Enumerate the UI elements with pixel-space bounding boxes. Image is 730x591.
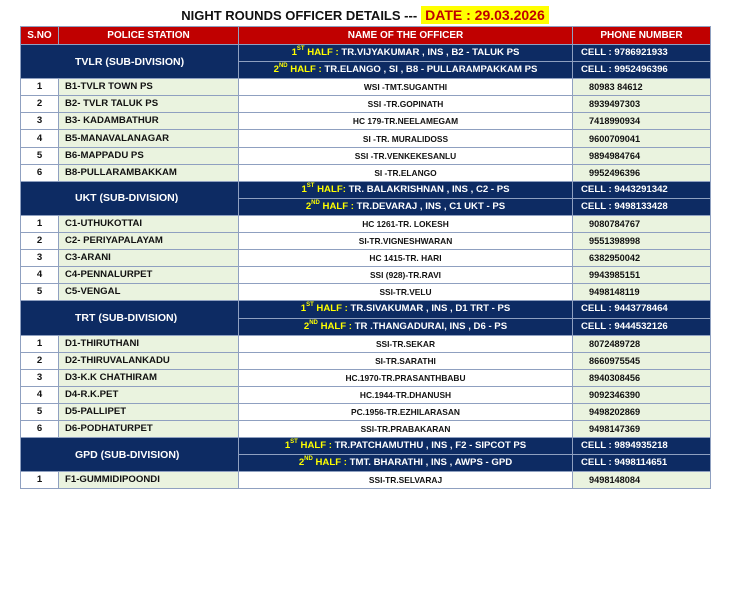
subdivision-name: UKT (SUB-DIVISION) bbox=[21, 181, 239, 215]
row-phone: 9600709041 bbox=[573, 130, 711, 147]
row-officer: SSI-TR.SEKAR bbox=[239, 335, 573, 352]
first-half-phone: CELL : 9786921933 bbox=[573, 45, 711, 62]
row-sno: 3 bbox=[21, 250, 59, 267]
row-sno: 3 bbox=[21, 113, 59, 130]
table-row bbox=[21, 403, 711, 420]
second-half-officer: 2ND HALF : TR.DEVARAJ , INS , C1 UKT - PS bbox=[239, 198, 573, 215]
row-sno: 4 bbox=[21, 130, 59, 147]
row-phone: 9952496396 bbox=[573, 164, 711, 181]
row-sno: 3 bbox=[21, 369, 59, 386]
row-officer: SSI -TR.GOPINATH bbox=[239, 96, 573, 113]
row-officer: SSI-TR.SELVARAJ bbox=[239, 472, 573, 489]
row-phone: 9092346390 bbox=[573, 386, 711, 403]
row-police-station: F1-GUMMIDIPOONDI bbox=[59, 472, 239, 489]
row-sno: 6 bbox=[21, 421, 59, 438]
second-half-officer: 2ND HALF : TR.ELANGO , SI , B8 - PULLARAMPAKKAM PS bbox=[239, 62, 573, 79]
row-officer: SI -TR. MURALIDOSS bbox=[239, 130, 573, 147]
header-phone: PHONE NUMBER bbox=[573, 27, 711, 45]
row-police-station: C5-VENGAL bbox=[59, 284, 239, 301]
row-sno: 1 bbox=[21, 215, 59, 232]
first-half-phone: CELL : 9443291342 bbox=[573, 181, 711, 198]
subdivision-name: TVLR (SUB-DIVISION) bbox=[21, 45, 239, 79]
table-row bbox=[21, 79, 711, 96]
row-police-station: B1-TVLR TOWN PS bbox=[59, 79, 239, 96]
row-phone: 9551398998 bbox=[573, 233, 711, 250]
row-police-station: C1-UTHUKOTTAI bbox=[59, 215, 239, 232]
table-row bbox=[21, 130, 711, 147]
row-sno: 2 bbox=[21, 352, 59, 369]
subdivision-name: GPD (SUB-DIVISION) bbox=[21, 438, 239, 472]
table-row bbox=[21, 421, 711, 438]
table-row bbox=[21, 113, 711, 130]
row-phone: 9498202869 bbox=[573, 403, 711, 420]
table-row bbox=[21, 147, 711, 164]
row-police-station: B3- KADAMBATHUR bbox=[59, 113, 239, 130]
date-highlight: DATE : 29.03.2026 bbox=[421, 6, 549, 24]
title-text: NIGHT ROUNDS OFFICER DETAILS --- bbox=[181, 7, 418, 23]
row-sno: 1 bbox=[21, 335, 59, 352]
row-phone: 9498147369 bbox=[573, 421, 711, 438]
subdivision-row bbox=[21, 181, 711, 198]
table-row bbox=[21, 164, 711, 181]
row-officer: SI-TR.SARATHI bbox=[239, 352, 573, 369]
row-phone: 9080784767 bbox=[573, 215, 711, 232]
row-sno: 5 bbox=[21, 403, 59, 420]
subdivision-row bbox=[21, 301, 711, 318]
table-row bbox=[21, 352, 711, 369]
first-half-officer: 1ST HALF : TR.SIVAKUMAR , INS , D1 TRT - PS bbox=[239, 301, 573, 318]
row-phone: 7418990934 bbox=[573, 113, 711, 130]
row-police-station: B8-PULLARAMBAKKAM bbox=[59, 164, 239, 181]
table-row bbox=[21, 96, 711, 113]
table-row bbox=[21, 335, 711, 352]
subdivision-row bbox=[21, 438, 711, 455]
row-police-station: D1-THIRUTHANI bbox=[59, 335, 239, 352]
row-officer: HC 1261-TR. LOKESH bbox=[239, 215, 573, 232]
row-sno: 5 bbox=[21, 284, 59, 301]
row-sno: 2 bbox=[21, 96, 59, 113]
row-phone: 6382950042 bbox=[573, 250, 711, 267]
table-row bbox=[21, 369, 711, 386]
table-row bbox=[21, 233, 711, 250]
row-police-station: D2-THIRUVALANKADU bbox=[59, 352, 239, 369]
row-sno: 6 bbox=[21, 164, 59, 181]
table-row bbox=[21, 472, 711, 489]
second-half-phone: CELL : 9444532126 bbox=[573, 318, 711, 335]
row-officer: SI -TR.ELANGO bbox=[239, 164, 573, 181]
row-phone: 9943985151 bbox=[573, 267, 711, 284]
row-officer: HC 1415-TR. HARI bbox=[239, 250, 573, 267]
header-police-station: POLICE STATION bbox=[59, 27, 239, 45]
row-officer: SSI -TR.VENKEKESANLU bbox=[239, 147, 573, 164]
row-officer: PC.1956-TR.EZHILARASAN bbox=[239, 403, 573, 420]
row-officer: SSI (928)-TR.RAVI bbox=[239, 267, 573, 284]
row-phone: 9498148084 bbox=[573, 472, 711, 489]
row-police-station: B5-MANAVALANAGAR bbox=[59, 130, 239, 147]
row-phone: 8939497303 bbox=[573, 96, 711, 113]
row-phone: 8660975545 bbox=[573, 352, 711, 369]
row-phone: 9498148119 bbox=[573, 284, 711, 301]
first-half-officer: 1ST HALF: TR. BALAKRISHNAN , INS , C2 - PS bbox=[239, 181, 573, 198]
first-half-officer: 1ST HALF : TR.VIJYAKUMAR , INS , B2 - TALUK PS bbox=[239, 45, 573, 62]
table-row bbox=[21, 215, 711, 232]
row-sno: 4 bbox=[21, 386, 59, 403]
row-officer: WSI -TMT.SUGANTHI bbox=[239, 79, 573, 96]
first-half-phone: CELL : 9894935218 bbox=[573, 438, 711, 455]
row-sno: 1 bbox=[21, 472, 59, 489]
row-police-station: D3-K.K CHATHIRAM bbox=[59, 369, 239, 386]
second-half-phone: CELL : 9498133428 bbox=[573, 198, 711, 215]
second-half-officer: 2ND HALF : TR .THANGADURAI, INS , D6 - PS bbox=[239, 318, 573, 335]
row-officer: HC 179-TR.NEELAMEGAM bbox=[239, 113, 573, 130]
first-half-phone: CELL : 9443778464 bbox=[573, 301, 711, 318]
table-row bbox=[21, 284, 711, 301]
row-officer: SSI-TR.VELU bbox=[239, 284, 573, 301]
row-phone: 80983 84612 bbox=[573, 79, 711, 96]
row-police-station: C2- PERIYAPALAYAM bbox=[59, 233, 239, 250]
second-half-officer: 2ND HALF : TMT. BHARATHI , INS , AWPS - GPD bbox=[239, 455, 573, 472]
row-police-station: D6-PODHATURPET bbox=[59, 421, 239, 438]
row-sno: 5 bbox=[21, 147, 59, 164]
row-police-station: D5-PALLIPET bbox=[59, 403, 239, 420]
row-sno: 2 bbox=[21, 233, 59, 250]
table-row bbox=[21, 386, 711, 403]
first-half-officer: 1ST HALF : TR.PATCHAMUTHU , INS , F2 - SIPCOT PS bbox=[239, 438, 573, 455]
row-officer: SSI-TR.PRABAKARAN bbox=[239, 421, 573, 438]
row-police-station: B2- TVLR TALUK PS bbox=[59, 96, 239, 113]
row-police-station: B6-MAPPADU PS bbox=[59, 147, 239, 164]
row-officer: HC.1944-TR.DHANUSH bbox=[239, 386, 573, 403]
row-phone: 8940308456 bbox=[573, 369, 711, 386]
row-police-station: D4-R.K.PET bbox=[59, 386, 239, 403]
header-sno: S.NO bbox=[21, 27, 59, 45]
table-row bbox=[21, 250, 711, 267]
row-officer: SI-TR.VIGNESHWARAN bbox=[239, 233, 573, 250]
row-officer: HC.1970-TR.PRASANTHBABU bbox=[239, 369, 573, 386]
table-row bbox=[21, 267, 711, 284]
row-police-station: C3-ARANI bbox=[59, 250, 239, 267]
officer-table bbox=[20, 26, 711, 489]
table-header-row bbox=[21, 27, 711, 45]
row-phone: 9894984764 bbox=[573, 147, 711, 164]
row-sno: 1 bbox=[21, 79, 59, 96]
second-half-phone: CELL : 9498114651 bbox=[573, 455, 711, 472]
second-half-phone: CELL : 9952496396 bbox=[573, 62, 711, 79]
subdivision-name: TRT (SUB-DIVISION) bbox=[21, 301, 239, 335]
row-sno: 4 bbox=[21, 267, 59, 284]
row-police-station: C4-PENNALURPET bbox=[59, 267, 239, 284]
header-officer: NAME OF THE OFFICER bbox=[239, 27, 573, 45]
row-phone: 8072489728 bbox=[573, 335, 711, 352]
subdivision-row bbox=[21, 45, 711, 62]
